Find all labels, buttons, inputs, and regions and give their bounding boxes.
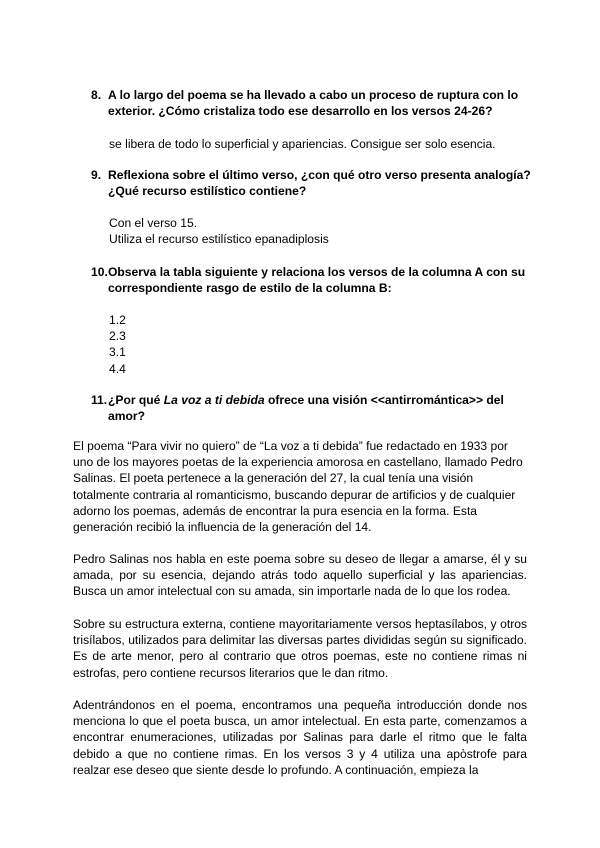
question-number: 11. xyxy=(91,393,108,407)
question-10 xyxy=(91,264,531,296)
answer-line: 3.1 xyxy=(109,345,126,360)
question-text: Reflexiona sobre el último verso, ¿con qué otro verso presenta analogía?¿Qué recurso estilístico contiene? xyxy=(108,168,531,199)
answer-line: Utiliza el recurso estilístico epanadiplosis xyxy=(109,232,329,247)
question-text-start: ¿Por qué xyxy=(108,393,164,407)
question-number: 8. xyxy=(91,88,102,102)
answer-line: Con el verso 15. xyxy=(109,216,198,230)
book-title: La voz a ti debida xyxy=(163,393,265,407)
question-11 xyxy=(91,392,516,424)
question-number: 9. xyxy=(91,168,102,182)
paragraph-theme: Pedro Salinas nos habla en este poema sobre su deseo de llegar a amarse, él y su amada, por su esencia, dejando atrás todo aquello superficial y las apariencias. Busca un amor intelectual con su amada, sin importarle nada de lo que los rodea. xyxy=(73,552,527,599)
paragraph-analysis: Adentrándonos en el poema, encontramos una pequeña introducción donde nos menciona lo que el poeta busca, un amor intelectual. En esta parte, comenzamos a encontrar enumeraciones, utilizadas por Salinas para darle el ritmo que le falta debido a que no contiene rimas. En los versos 3 y 4 utiliza una apòstrofe para realzar ese deseo que siente desde lo profundo. A continuación, empieza la xyxy=(73,698,527,777)
question-8 xyxy=(91,87,531,119)
question-number: 10. xyxy=(91,265,108,279)
answer-10 xyxy=(109,312,539,377)
answer-line: 1.2 xyxy=(109,313,126,327)
answer-8 xyxy=(109,136,539,152)
question-9 xyxy=(91,167,531,199)
question-text: A lo largo del poema se ha llevado a cabo un proceso de ruptura con lo exterior. ¿Cómo cristaliza todo ese desarrollo en los versos 24-26? xyxy=(108,88,519,119)
answer-9 xyxy=(109,215,539,247)
answer-line: se libera de todo lo superficial y apariencias. Consigue ser solo esencia. xyxy=(109,137,496,151)
question-text: Observa la tabla siguiente y relaciona los versos de la columna A con su correspondiente rasgo de estilo de la columna B: xyxy=(108,265,526,296)
question-text-end: ofrece una visión <<antirromántica>> del amor? xyxy=(108,393,504,424)
paragraph-intro: El poema “Para vivir no quiero” de “La voz a ti debida” fue redactado en 1933 por uno de los mayores poetas de la experiencia amorosa en castellano, llamado Pedro Salinas. El poeta pertenece a la generación del 27, la cual tenía una visión totalmente contraria al romanticismo, buscando depurar de artificios y de cualquier adorno los poemas, además de encontrar la pura esencia en la forma. Esta generación recibió la influencia de la generación del 14. xyxy=(73,439,523,535)
answer-line: 4.4 xyxy=(109,361,126,376)
question-text xyxy=(91,392,516,424)
paragraph-structure: Sobre su estructura externa, contiene mayoritariamente versos heptasílabos, y otros trisílabos, utilizados para delimitar las diversas partes divididas según su significado. Es de arte menor, pero al contrario que otros poemas, este no contiene rimas ni estrofas, pero contiene recursos literarios que le dan ritmo. xyxy=(73,617,527,680)
answer-line: 2.3 xyxy=(109,329,126,344)
